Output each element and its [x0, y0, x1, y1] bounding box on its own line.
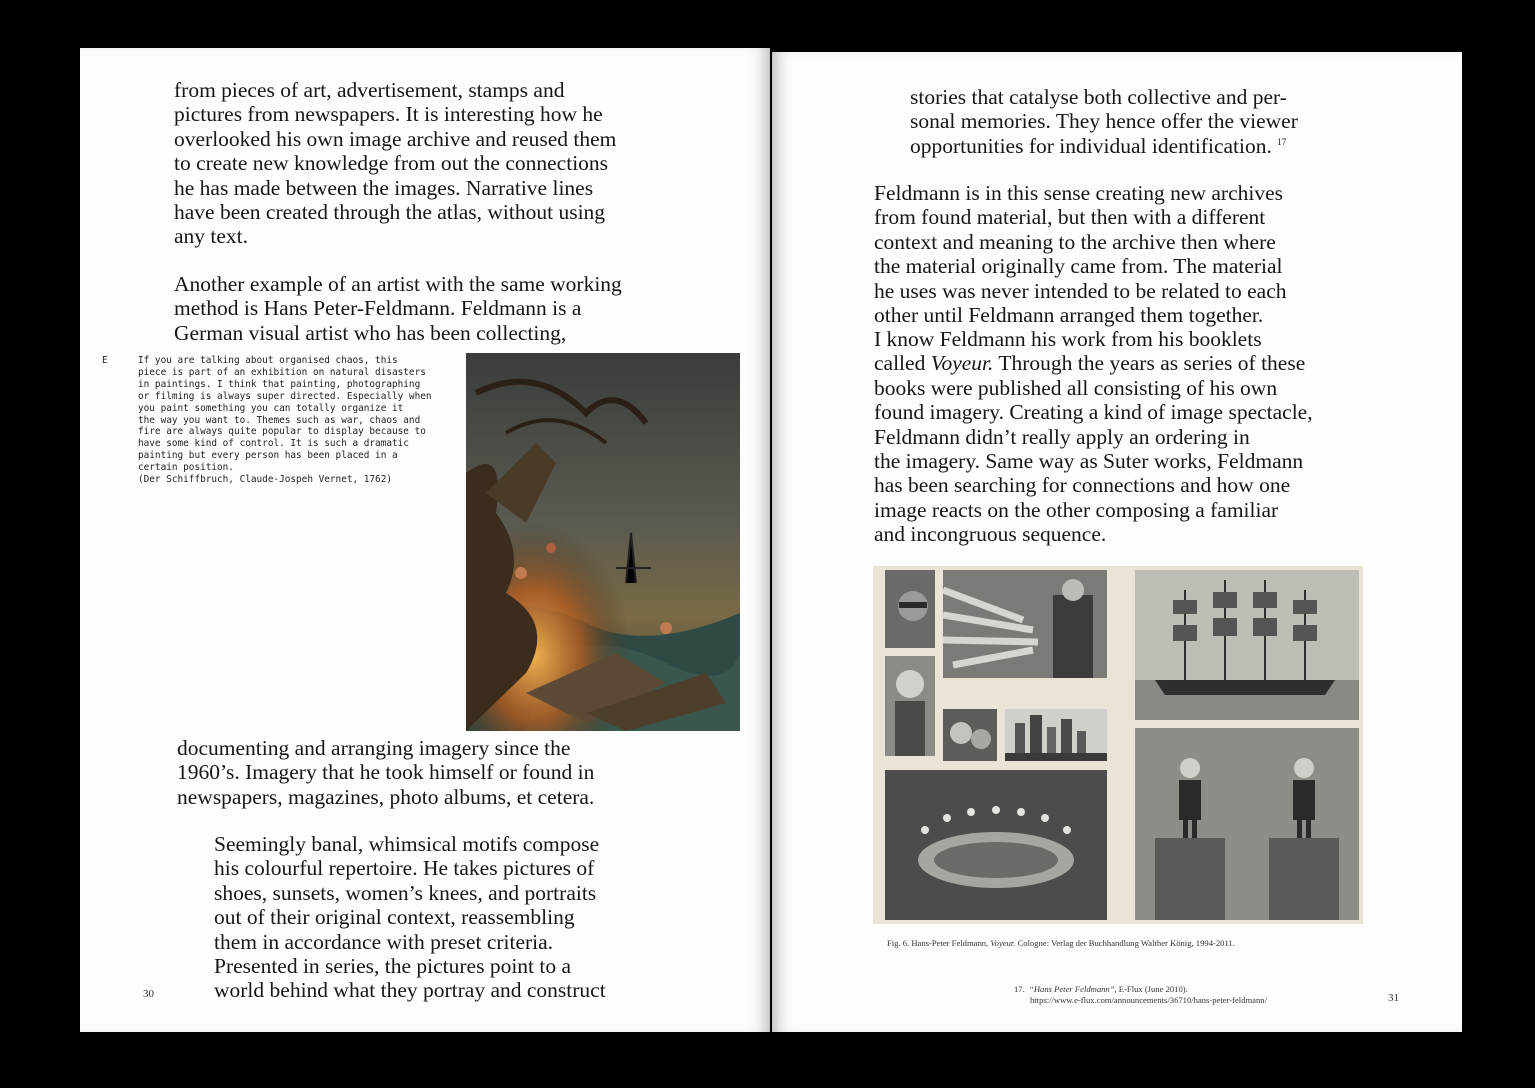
left-paragraph-1: [174, 78, 616, 249]
text-line: method is Hans Peter-Feldmann. Feldmann is a: [174, 296, 582, 321]
text-line: to create new knowledge from out the connections: [174, 151, 609, 176]
text-line: have some kind of control. It is such a dramatic: [138, 438, 409, 450]
text-line: newspapers, magazines, photo albums, et cetera.: [177, 784, 595, 809]
photo-city-skyline: [1005, 709, 1107, 761]
photo-child-portrait: [885, 656, 935, 756]
left-paragraph-2: [174, 272, 622, 345]
text-line: piece is part of an exhibition on natural disasters: [138, 366, 426, 378]
text-line: or filming is always super directed. Especially when: [138, 390, 432, 402]
text-line: the way you want to. Themes such as war, chaos and: [138, 414, 421, 426]
text-line: Feldmann didn’t really apply an ordering in: [874, 424, 1250, 449]
footnote-17: 17. “Hans Peter Feldmann”, E-Flux (June 2010). https://www.e-flux.com/announcements/36710/hans-peter-feldmann/: [1014, 984, 1267, 1005]
text-line: and incongruous sequence.: [874, 522, 1107, 547]
text-line: Feldmann is in this sense creating new archives: [874, 181, 1283, 205]
photo-tall-ship: [1135, 570, 1359, 720]
figure-caption: Fig. 6. Hans-Peter Feldmann, Voyeur. Cologne: Verlag der Buchhandlung Walther König, 1994-2011.: [887, 938, 1235, 948]
feldmann-quote: [214, 832, 606, 1003]
text-line: you paint something you can totally organize it: [138, 402, 404, 414]
text-line: fire are always quite popular to display because to: [138, 426, 426, 438]
photo-crowd-salute: [943, 570, 1107, 678]
text-line: documenting and arranging imagery since the: [177, 736, 571, 760]
text-line: them in accordance with preset criteria.: [214, 929, 554, 954]
text-line: (Der Schiffbruch, Claude-Jospeh Vernet, 1762): [138, 474, 392, 486]
text-line: he has made between the images. Narrative lines: [174, 175, 594, 200]
text-line: has been searching for connections and how one: [874, 473, 1291, 498]
text-line: overlooked his own image archive and reused them: [174, 126, 617, 151]
page-number-right: 31: [1388, 992, 1399, 1004]
text-line: world behind what they portray and construct: [214, 978, 606, 1003]
text-line: out of their original context, reassembling: [214, 905, 575, 930]
text-line: the material originally came from. The material: [874, 254, 1283, 279]
text-line: German visual artist who has been collecting,: [174, 320, 567, 345]
left-paragraph-3: [177, 736, 594, 809]
left-page: [80, 48, 770, 1032]
photo-two-faces: [943, 709, 997, 761]
painting-note: [138, 355, 432, 486]
text-line: the imagery. Same way as Suter works, Feldmann: [874, 449, 1304, 474]
text-line: Presented in series, the pictures point to a: [214, 954, 572, 979]
text-line: his colourful repertoire. He takes pictures of: [214, 856, 595, 881]
text-line: books were published all consisting of his own: [874, 375, 1278, 400]
text-line: Seemingly banal, whimsical motifs compose: [214, 832, 600, 856]
text-line: from found material, but then with a different: [874, 205, 1266, 230]
text-line: have been created through the atlas, without using: [174, 200, 606, 225]
right-paragraph-2: I know Feldmann his work from his booklets called Voyeur. Through the years as series of these books were published all consisting of his own found imagery. Creating a kind of image spectacle, Feldmann didn’t really apply an ordering in the imagery. Same way as Suter works, Feldmann has been searching for connections and how one image reacts on the other composing a familiar and incongruous sequence.: [874, 327, 1313, 547]
shipwreck-painting: [466, 353, 740, 731]
text-line: any text.: [174, 224, 249, 249]
text-line: pictures from newspapers. It is interesting how he: [174, 102, 603, 127]
text-line: If you are talking about organised chaos, this: [138, 355, 398, 366]
page-number-left: 30: [143, 988, 154, 1000]
note-marker: E: [102, 355, 108, 366]
text-line: found imagery. Creating a kind of image spectacle,: [874, 400, 1313, 425]
text-line: image reacts on the other composing a familiar: [874, 497, 1279, 522]
text-line: Another example of an artist with the same working: [174, 272, 622, 296]
text-line: context and meaning to the archive then where: [874, 229, 1276, 254]
photo-two-girls-on-pedestals: [1135, 728, 1359, 920]
right-paragraph-1: [874, 181, 1287, 327]
text-line: he uses was never intended to be related to each: [874, 278, 1287, 303]
text-line: 1960’s. Imagery that he took himself or found in: [177, 760, 595, 785]
text-line: other until Feldmann arranged them together.: [874, 303, 1264, 328]
right-page: [772, 52, 1462, 1032]
text-line: in paintings. I think that painting, photographing: [138, 378, 421, 390]
photo-man-with-glasses: [885, 570, 935, 648]
quote-continuation: stories that catalyse both collective and per- sonal memories. They hence offer the viewer opportunities for individual identification. $^{17}$: [910, 85, 1298, 158]
text-line: certain position.: [138, 462, 234, 474]
photo-milk-crown: [885, 770, 1107, 920]
text-line: shoes, sunsets, women’s knees, and portraits: [214, 880, 597, 905]
text-line: from pieces of art, advertisement, stamps and: [174, 78, 565, 102]
text-line: painting but every person has been placed in a: [138, 450, 398, 462]
footnote-ref-17: 17: [1277, 136, 1287, 147]
voyeur-collage: [873, 566, 1363, 924]
